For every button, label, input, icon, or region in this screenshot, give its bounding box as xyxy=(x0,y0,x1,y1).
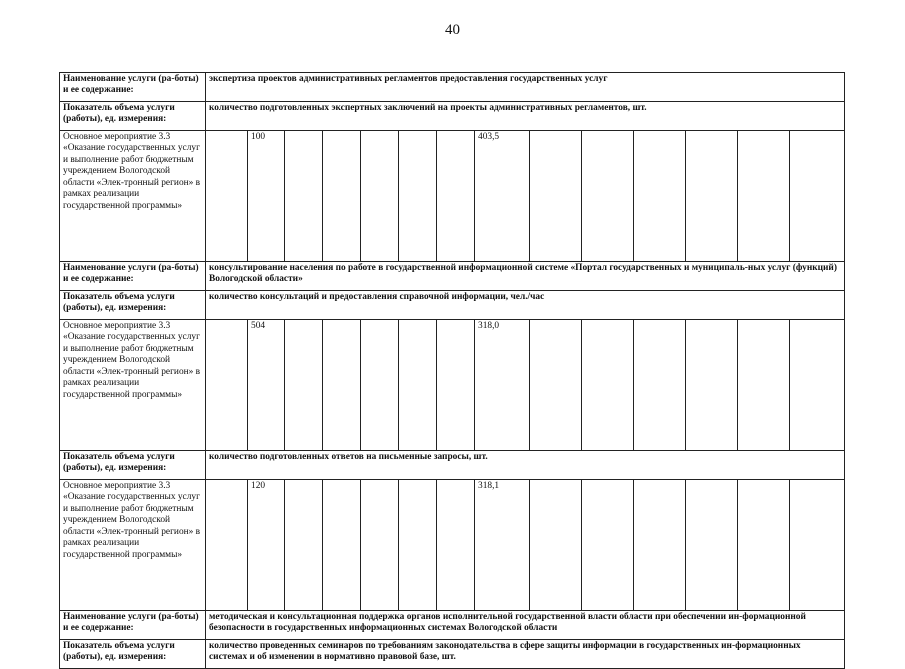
table-cell xyxy=(285,131,323,262)
service-name-label: Наименование услуги (ра-боты) и ее содержание: xyxy=(60,262,206,291)
table-row xyxy=(60,611,845,640)
table-row xyxy=(60,102,845,131)
table-row xyxy=(60,451,845,480)
table-cell xyxy=(686,320,738,451)
table-cell xyxy=(634,131,686,262)
table-cell xyxy=(206,480,248,611)
volume-indicator-label: Показатель объема услуги (работы), ед. измерения: xyxy=(60,291,206,320)
table-cell xyxy=(206,131,248,262)
main-activity-label: Основное мероприятие 3.3 «Оказание государственных услуг и выполнение работ бюджетным учреждением Вологодской области «Элек-тронный регион» в рамках реализации государственной программы» xyxy=(60,320,206,451)
cost-value-cell: 318,0 xyxy=(475,320,530,451)
table-cell xyxy=(530,480,582,611)
table-row xyxy=(60,480,845,611)
table-cell xyxy=(437,480,475,611)
table-row xyxy=(60,131,845,262)
plan-value-cell: 100 xyxy=(248,131,285,262)
table-cell xyxy=(790,320,845,451)
table-cell xyxy=(790,480,845,611)
cost-value-cell: 318,1 xyxy=(475,480,530,611)
table-cell xyxy=(686,480,738,611)
table-cell xyxy=(361,320,399,451)
table-cell xyxy=(399,320,437,451)
volume-indicator-value: количество консультаций и предоставления справочной информации, чел./час xyxy=(206,291,845,320)
table-cell xyxy=(399,131,437,262)
plan-value-cell: 504 xyxy=(248,320,285,451)
table-cell xyxy=(738,480,790,611)
table-row xyxy=(60,291,845,320)
table-cell xyxy=(285,480,323,611)
table-row xyxy=(60,73,845,102)
main-activity-label: Основное мероприятие 3.3 «Оказание государственных услуг и выполнение работ бюджетным учреждением Вологодской области «Элек-тронный регион» в рамках реализации государственной программы» xyxy=(60,480,206,611)
table-cell xyxy=(323,131,361,262)
service-name-value: методическая и консультационная поддержка органов исполнительной государственной власти области при обеспечении ин-формационной безопасности в государственных информационных системах Вологодской области xyxy=(206,611,845,640)
table-cell xyxy=(530,320,582,451)
volume-indicator-value: количество подготовленных экспертных заключений на проекты административных регламентов, шт. xyxy=(206,102,845,131)
table-row xyxy=(60,262,845,291)
table-cell xyxy=(206,320,248,451)
plan-value-cell: 120 xyxy=(248,480,285,611)
service-name-label: Наименование услуги (ра-боты) и ее содержание: xyxy=(60,611,206,640)
table-cell xyxy=(686,131,738,262)
page-number: 40 xyxy=(445,22,460,38)
service-name-value: экспертиза проектов административных регламентов предоставления государственных услуг xyxy=(206,73,845,102)
table-cell xyxy=(323,320,361,451)
table-cell xyxy=(399,480,437,611)
service-name-value: консультирование населения по работе в государственной информационной системе «Портал государственных и муниципаль-ных услуг (функций) Вологодской области» xyxy=(206,262,845,291)
table-cell xyxy=(437,131,475,262)
table-cell xyxy=(738,320,790,451)
table-cell xyxy=(582,480,634,611)
table-row xyxy=(60,320,845,451)
table-cell xyxy=(738,131,790,262)
table-cell xyxy=(790,131,845,262)
volume-indicator-value: количество проведенных семинаров по требованиям законодательства в сфере защиты информации в государственных ин-формационных системах и об изменении в нормативно правовой базе, шт. xyxy=(206,640,845,669)
volume-indicator-value: количество подготовленных ответов на письменные запросы, шт. xyxy=(206,451,845,480)
table-row xyxy=(60,640,845,669)
cost-value-cell: 403,5 xyxy=(475,131,530,262)
table-cell xyxy=(582,320,634,451)
table-cell xyxy=(285,320,323,451)
table-cell xyxy=(361,480,399,611)
main-activity-label: Основное мероприятие 3.3 «Оказание государственных услуг и выполнение работ бюджетным учреждением Вологодской области «Элек-тронный регион» в рамках реализации государственной программы» xyxy=(60,131,206,262)
services-table xyxy=(59,72,845,669)
volume-indicator-label: Показатель объема услуги (работы), ед. измерения: xyxy=(60,451,206,480)
table-cell xyxy=(634,320,686,451)
table-cell xyxy=(634,480,686,611)
table-cell xyxy=(530,131,582,262)
service-name-label: Наименование услуги (ра-боты) и ее содержание: xyxy=(60,73,206,102)
table-cell xyxy=(361,131,399,262)
table-cell xyxy=(323,480,361,611)
table-cell xyxy=(437,320,475,451)
table-cell xyxy=(582,131,634,262)
volume-indicator-label: Показатель объема услуги (работы), ед. измерения: xyxy=(60,102,206,131)
volume-indicator-label: Показатель объема услуги (работы), ед. измерения: xyxy=(60,640,206,669)
